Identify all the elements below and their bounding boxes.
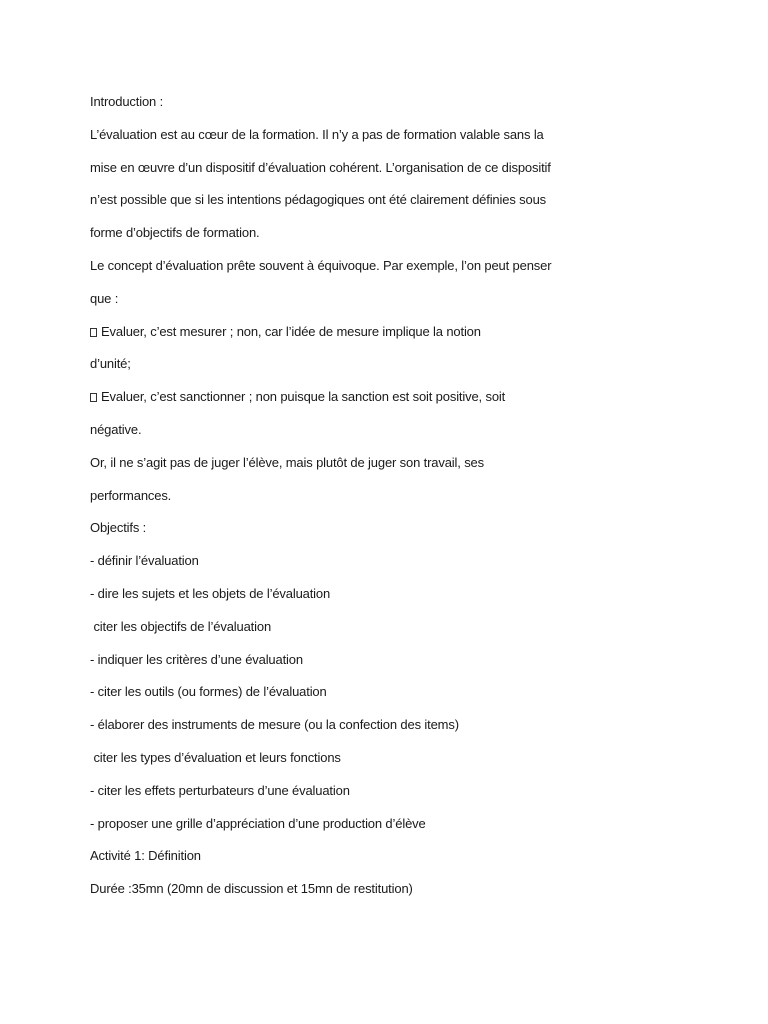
objective-item: - élaborer des instruments de mesure (ou la confection des items) xyxy=(90,717,459,733)
paragraph-line: mise en œuvre d’un dispositif d’évaluation cohérent. L’organisation de ce dispositif xyxy=(90,159,551,175)
bullet-line xyxy=(90,386,690,419)
bullet-line xyxy=(90,321,690,354)
missing-glyph-icon xyxy=(90,393,97,402)
paragraph-line: que : xyxy=(90,290,119,306)
objective-item: - citer les outils (ou formes) de l’évaluation xyxy=(90,684,327,700)
document-body xyxy=(90,91,690,911)
objective-item: - citer les effets perturbateurs d’une évaluation xyxy=(90,782,350,798)
paragraph-line: Or, il ne s’agit pas de juger l’élève, mais plutôt de juger son travail, ses xyxy=(90,454,484,470)
paragraph-line: Le concept d’évaluation prête souvent à équivoque. Par exemple, l’on peut penser xyxy=(90,257,552,273)
activity-duration: Durée :35mn (20mn de discussion et 15mn de restitution) xyxy=(90,881,413,897)
objective-item: - proposer une grille d’appréciation d’une production d’élève xyxy=(90,815,426,831)
section-heading-introduction: Introduction : xyxy=(90,94,164,109)
paragraph-line: négative. xyxy=(90,421,142,437)
paragraph-line: forme d’objectifs de formation. xyxy=(90,225,260,241)
objective-item: - dire les sujets et les objets de l’évaluation xyxy=(90,585,331,601)
bullet-text: Evaluer, c’est mesurer ; non, car l’idée de mesure implique la notion xyxy=(101,323,481,339)
paragraph-line: d’unité; xyxy=(90,356,131,372)
objective-item: - définir l’évaluation xyxy=(90,553,199,569)
objective-item: citer les objectifs de l’évaluation xyxy=(90,618,272,634)
activity-heading: Activité 1: Définition xyxy=(90,848,201,864)
paragraph-line: performances. xyxy=(90,487,172,503)
bullet-text: Evaluer, c’est sanctionner ; non puisque la sanction est soit positive, soit xyxy=(101,389,506,405)
section-heading-objectifs: Objectifs : xyxy=(90,520,147,536)
objective-item: citer les types d’évaluation et leurs fonctions xyxy=(90,749,341,765)
paragraph-line: n’est possible que si les intentions pédagogiques ont été clairement définies sous xyxy=(90,192,546,208)
objective-item: - indiquer les critères d’une évaluation xyxy=(90,651,303,667)
missing-glyph-icon xyxy=(90,328,97,337)
paragraph-line: L’évaluation est au cœur de la formation. Il n’y a pas de formation valable sans la xyxy=(90,126,544,142)
